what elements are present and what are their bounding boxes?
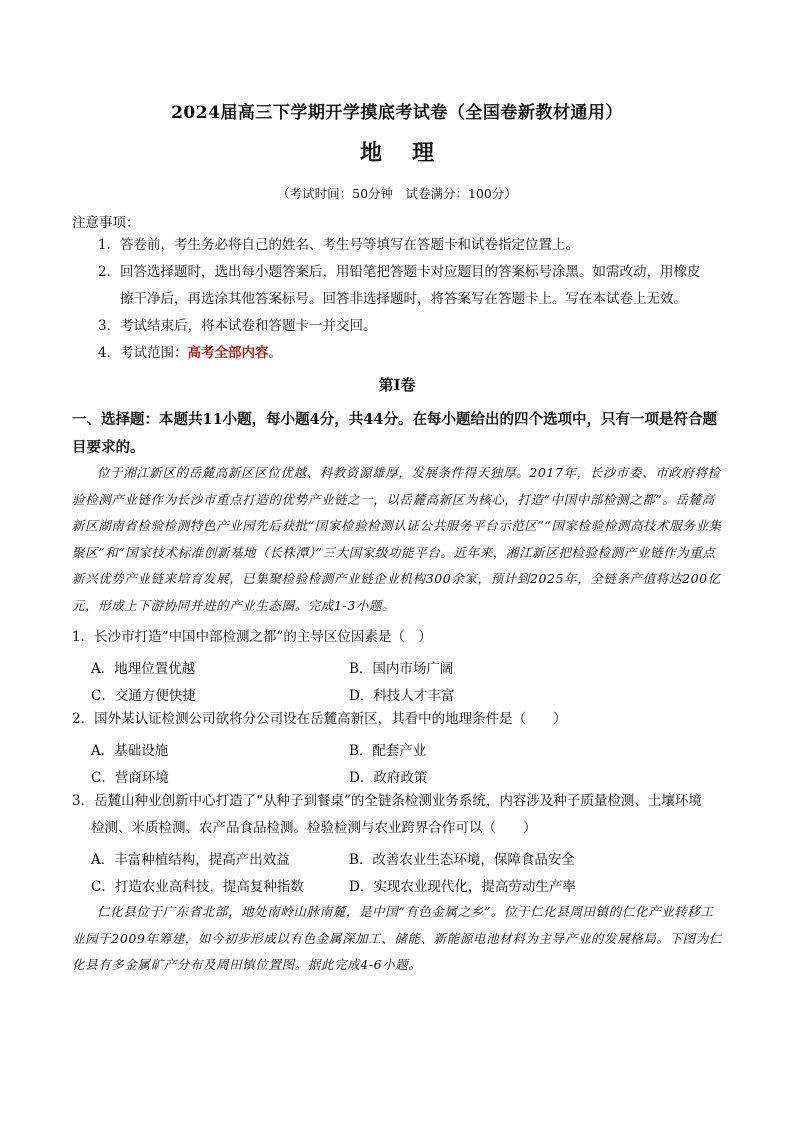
notice-title: 注意事项： bbox=[72, 215, 140, 231]
notice-num: 3． bbox=[98, 318, 121, 334]
notice-text-continued: 擦干净后，再选涂其他答案标号。回答非选择题时，将答案写在答题卡上。写在本试卷上无效。 bbox=[120, 291, 687, 307]
notice-text: 回答选择题时，选出每小题答案后，用铅笔把答题卡对应题目的答案标号涂黑。如需改动，用橡皮 bbox=[120, 264, 701, 280]
question-3-option-c[interactable]: C．打造农业高科技，提高复种指数 bbox=[91, 879, 304, 895]
question-3-stem-line1: 3．岳麓山种业创新中心打造了“从种子到餐桌”的全链条检测业务系统，内容涉及种子质量检测、土壤环境 bbox=[72, 793, 702, 809]
subject-title: 地理 bbox=[359, 140, 464, 166]
notice-item-1 bbox=[98, 232, 738, 259]
passage-1: 位于湘江新区的岳麓高新区区位优越、科教资源雄厚，发展条件得天独厚。2017年，长沙市委、市政府将检验检测产业链作为长沙市重点打造的优势产业链之一，以岳麓高新区为核心，打造“中国中部检测之都”。岳麓高新区湖南省检验检测特色产业园先后获批“国家检验检测认证公共服务平台示范区”“国家检验检测高技术服务业集聚区”和“国家技术标准创新基地（长株潭）”三大国家级功能平台。近年来，湘江新区把检验检测产业链作为重点新兴优势产业链来培育发展，已集聚检验检测产业链企业机构300余家，预计到2025年，全链条产值将达200亿元，形成上下游协同并进的产业生态圈。完成1-3小题。 bbox=[72, 465, 722, 613]
question-3-option-b[interactable]: B．改善农业生态环境，保障食品安全 bbox=[349, 852, 575, 868]
question-2-option-b[interactable]: B．配套产业 bbox=[349, 743, 427, 759]
notice-text: 答卷前，考生务必将自己的姓名、考生号等填写在答题卡和试卷指定位置上。 bbox=[120, 237, 579, 253]
notice-text: 考试范围： bbox=[120, 345, 188, 361]
question-1-option-c[interactable]: C．交通方便快捷 bbox=[91, 688, 196, 704]
part-heading: 一、选择题：本题共11小题，每小题4分，共44分。在每小题给出的四个选项中，只有一项是符合题目要求的。 bbox=[72, 411, 717, 456]
notice-num: 1． bbox=[98, 237, 121, 253]
exam-scope-highlight: 高考全部内容 bbox=[187, 345, 269, 361]
notice-item-4 bbox=[98, 340, 738, 367]
question-1-option-b[interactable]: B．国内市场广阔 bbox=[349, 661, 454, 677]
section-title: 第Ⅰ卷 bbox=[378, 376, 416, 394]
question-1-stem: 1．长沙市打造“中国中部检测之都”的主导区位因素是（ ） bbox=[72, 629, 432, 645]
passage-2: 仁化县位于广东省北部，地处南岭山脉南麓，是中国“有色金属之乡”。位于仁化县周田镇的仁化产业转移工业园于2009年筹建，如今初步形成以有色金属深加工、储能、新能源电池材料为主导产业的发展格局。下图为仁化县有多金属矿产分布及周田镇位置图。据此完成4-6小题。 bbox=[72, 904, 722, 972]
exam-info: （考试时间：50分钟 试卷满分：100分） bbox=[277, 186, 517, 201]
question-3-stem-line2: 检测、米质检测、农产品食品检测。检验检测与农业跨界合作可以（ ） bbox=[91, 820, 537, 836]
notice-text: 考试结束后，将本试卷和答题卡一并交回。 bbox=[120, 318, 377, 334]
question-3-option-d[interactable]: D．实现农业现代化，提高劳动生产率 bbox=[349, 879, 576, 895]
question-1-option-a[interactable]: A．地理位置优越 bbox=[91, 661, 196, 677]
question-2-stem: 2．国外某认证检测公司欲将分公司设在岳麓高新区，其看中的地理条件是（ ） bbox=[72, 711, 567, 727]
exam-title: 2024届高三下学期开学摸底考试卷（全国卷新教材通用） bbox=[171, 103, 623, 123]
question-3-stem bbox=[72, 788, 724, 842]
question-3-option-a[interactable]: A．丰富种植结构，提高产出效益 bbox=[91, 852, 290, 868]
notice-num: 4． bbox=[98, 345, 121, 361]
notice-suffix: 。 bbox=[268, 345, 282, 361]
notice-item-3 bbox=[98, 313, 738, 340]
question-2-option-a[interactable]: A．基础设施 bbox=[91, 743, 169, 759]
question-2-option-c[interactable]: C．营商环境 bbox=[91, 770, 169, 786]
notice-item-2 bbox=[98, 259, 738, 313]
notice-num: 2． bbox=[98, 264, 121, 280]
question-2-option-d[interactable]: D．政府政策 bbox=[349, 770, 428, 786]
question-1-option-d[interactable]: D．科技人才丰富 bbox=[349, 688, 455, 704]
